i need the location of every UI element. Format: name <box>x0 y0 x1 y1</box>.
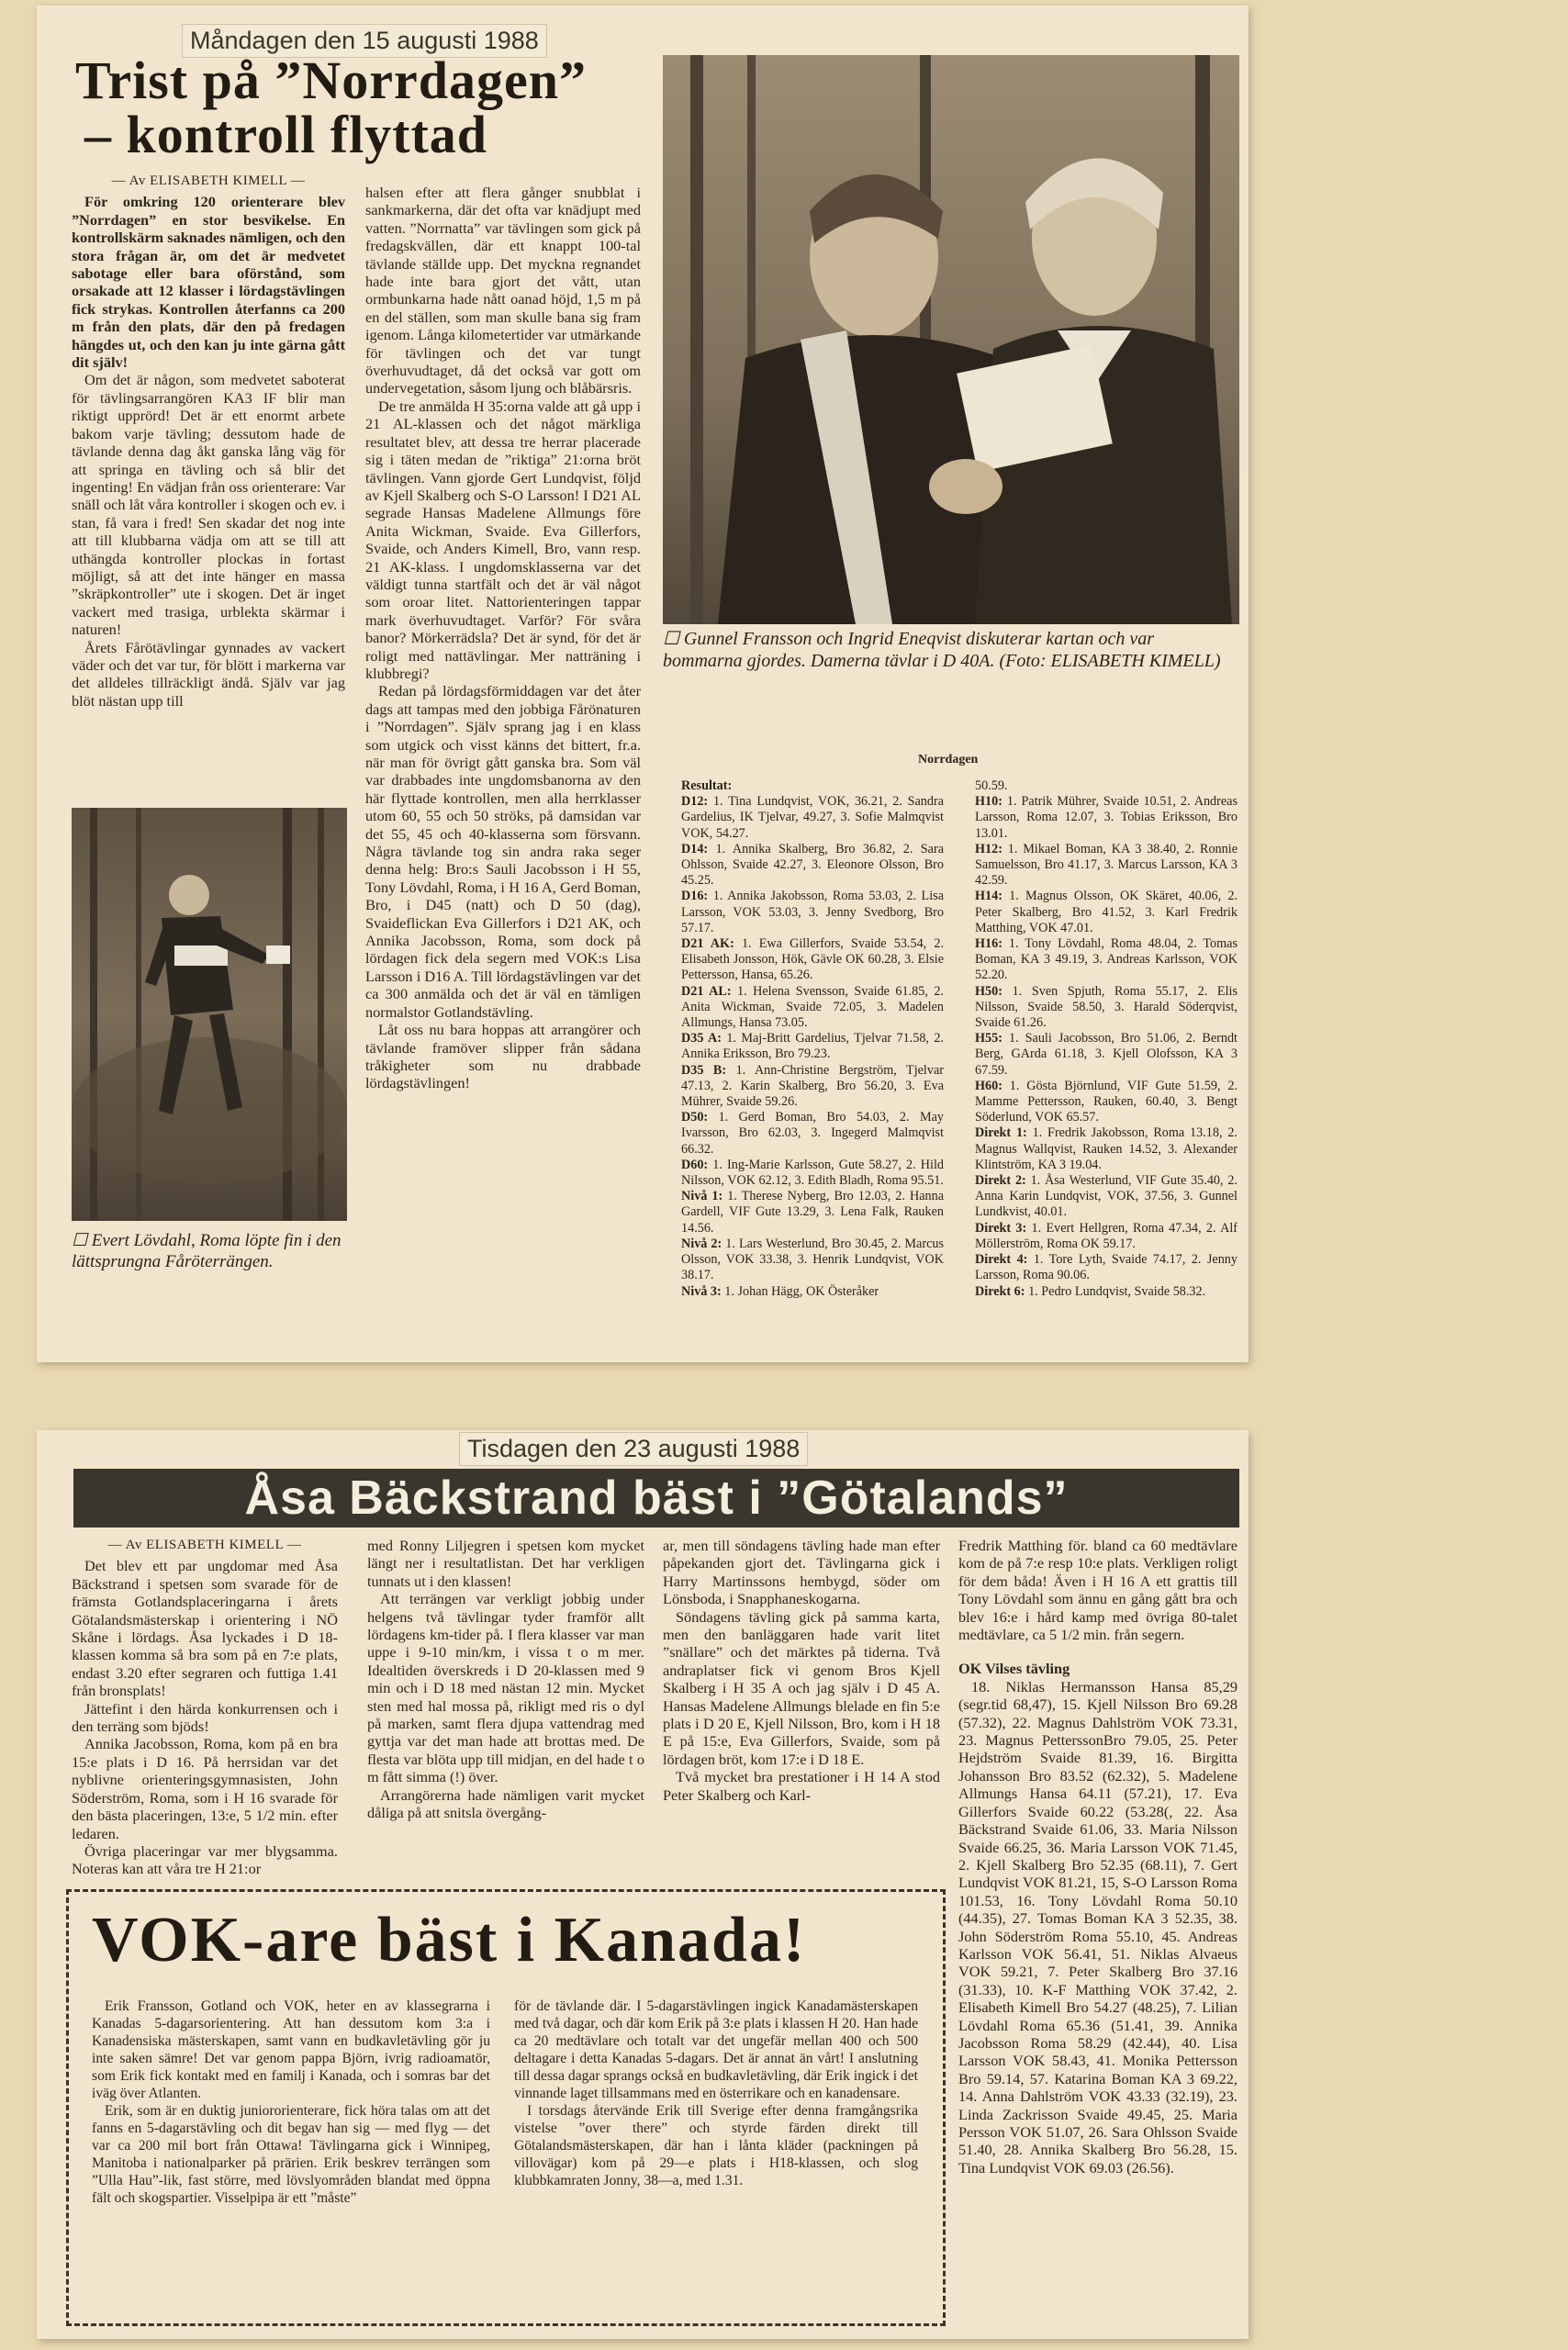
result-row: H16: 1. Tony Lövdahl, Roma 48.04, 2. Tomas Boman, KA 3 49.19, 3. Andreas Karlsson, VOK 52.20. <box>975 936 1238 983</box>
body-paragraph: Övriga placeringar var mer blygsamma. Noteras kan att våra tre H 21:or <box>72 1841 338 1878</box>
body-paragraph: I torsdags återvände Erik till Sverige efter denna framgångsrika vistelse ”over there” och styrde färden direkt till Götalandsmästerskapen, där han i lånta kläder (packningen på villovägar) kom på 29—e plats i H18-klassen, och slog klubbkamraten Jonny, 38—a, med 1.31. <box>514 2103 918 2188</box>
result-row: Direkt 6: 1. Pedro Lundqvist, Svaide 58.32. <box>975 1283 1206 1299</box>
result-row: Nivå 2: 1. Lars Westerlund, Bro 30.45, 2. Marcus Olsson, VOK 33.38, 3. Henrik Lundqvist, VOK 38.17. <box>681 1236 944 1283</box>
body-paragraph: Redan på lördagsförmiddagen var det åter dags att tampas med den jobbiga Fårönaturen i ”Norrdagen”. Själv sprang jag i en klass som utgick och visst känns det bittert, fr.a. när man för övrigt gått ganska bra. Som väl var drabbades inte ungdomsbanorna av den här flyttade kontrollen, men alla herrklasser utom 60, 55 och 50 ströks, på damsidan var det 55, 45 och 40-klasserna som försvann. Några tävlande tog sin andra raka seger denna helg: Bro:s Sauli Jacobsson i H 55, Tony Lövdahl, Roma, i H 16 A, Gerd Boman, Bro, i D45 (natt) och D 50 (dag), Svaideflickan Eva Gillerfors i D21 AK, och Annika Jacobsson, Roma, som dock på lördagen fick dela segern med VOK:s Lisa Larsson i D16 A. Till lördagstävlingen var det ca 300 anmälda och det är väl en tämligen normalstor Gotlandstävling. <box>365 682 641 1021</box>
body-paragraph: Det blev ett par ungdomar med Åsa Bäckstrand i spetsen som svarade för de främsta Gotlandsplaceringarna i årets Götalandsmästerskap i orientering i NÖ Skåne i lördags. Åsa lyckades i D 18-klassen komma så bra som på en 7:e plats, endast 3.20 efter segraren och futtiga 1.41 från bronsplats! <box>72 1557 338 1700</box>
body-paragraph: halsen efter att flera gånger snubblat i sankmarkerna, där det ofta var knädjupt med vatten. ”Norrnatta” var tävlingen som gick på fredagskvällen, där ett knappt 100-tal tävlande ställde upp. Det myckna regnandet hade inte bara gjort det vått, utan ormbunkarna hade nått oanad höjd, 1,5 m på en del ställen, som man skulle bana sig fram igenom. Långa kilometertider var utmärkande för tävlingen och det var tungt överhuvudtaget, då det också var gott om undervegetation, såsom ljung och blåbärsris. <box>365 184 641 397</box>
dateline-1: Måndagen den 15 augusti 1988 <box>182 24 547 58</box>
result-row: D21 AL: 1. Helena Svensson, Svaide 61.85, 2. Anita Wickman, Svaide 72.05, 3. Madelen Allmungs, Hansa 73.05. <box>681 983 944 1031</box>
article1-column-2 <box>365 184 641 1285</box>
photo-runner <box>72 808 347 1221</box>
result-row: Direkt 2: 1. Åsa Westerlund, VIF Gute 35.40, 2. Anna Karin Lundqvist, VOK, 37.56, 3. Gunnel Lundkvist, 40.01. <box>975 1173 1238 1220</box>
article2-column-4 <box>958 1537 1238 2326</box>
result-row: D35 A: 1. Maj-Britt Gardelius, Tjelvar 71.58, 2. Annika Eriksson, Bro 79.23. <box>681 1031 944 1062</box>
article2-column-2 <box>367 1537 644 1867</box>
body-paragraph: Jättefint i den härda konkurrensen och i den terräng som bjöds! <box>72 1699 338 1736</box>
result-row: D14: 1. Annika Skalberg, Bro 36.82, 2. Sara Ohlsson, Svaide 42.27, 3. Eleonore Olsson, Bro 45.25. <box>681 841 944 889</box>
result-row: Nivå 3: 1. Johan Hägg, OK Österåker <box>681 1283 879 1299</box>
byline: — Av ELISABETH KIMELL — <box>111 173 306 188</box>
caption-two-women: ☐ Gunnel Fransson och Ingrid Eneqvist diskuterar kartan och var bommarna gjordes. Damerna tävlar i D 40A. (Foto: ELISABETH KIMELL) <box>663 629 1221 671</box>
article1-column-1 <box>72 173 345 799</box>
result-row: H12: 1. Mikael Boman, KA 3 38.40, 2. Ronnie Samuelsson, Bro 41.17, 3. Marcus Larsson, KA 3 42.59. <box>975 841 1238 889</box>
body-paragraph: med Ronny Liljegren i spetsen kom mycket längt ner i resultatlistan. Det har verkligen tunnats ut i den klassen! <box>367 1537 644 1590</box>
result-row: D16: 1. Annika Jakobsson, Roma 53.03, 2. Lisa Larsson, VOK 53.03, 3. Jenny Svedborg, Bro 57.17. <box>681 889 944 935</box>
headline-line-1: Trist på ”Norrdagen” <box>75 50 588 110</box>
article2-column-1 <box>72 1537 338 1878</box>
body-paragraph: De tre anmälda H 35:orna valde att gå upp i 21 AL-klassen och det något märkliga resultatet blev, att dessa tre herrar placerade sig i täten medan de ”riktiga” 21:orna bröt tävlingen. Vann gjorde Gert Lundqvist, följd av Kjell Skalberg och S-O Larsson! I D21 AL segrade Hansas Madelene Allmungs före Anita Wickman, Svaide. Eva Gillerfors, Svaide, och Anders Kimell, Bro, vann resp. 21 AK-klass. I ungdomsklasserna var det väldigt tunna startfält och det är väl något som oroar litet. Nattorienteringen tappar mark överhuvudtaget. Varför? För svåra banor? Mörkerrädsla? Det är synd, för det är roligt med nattävlingar. Mer natträning i klubbregi? <box>365 397 641 682</box>
result-row: D12: 1. Tina Lundqvist, VOK, 36.21, 2. Sandra Gardelius, IK Tjelvar, 49.27, 3. Sofie Malmqvist VOK, 54.27. <box>681 794 944 841</box>
article2-column-3 <box>663 1537 940 1867</box>
article3-column-2 <box>514 1998 918 2310</box>
result-row: H60: 1. Gösta Björnlund, VIF Gute 51.59, 2. Mamme Pettersson, Rauken, 60.40, 3. Bengt Söderlund, VOK 65.57. <box>975 1078 1238 1125</box>
ok-vilse-results: 18. Niklas Hermansson Hansa 85,29 (segr.tid 68,47), 15. Kjell Nilsson Bro 69.28 (57.32), 22. Magnus Dahlström VOK 73.31, 23. Magnus PetterssonBro 79.05, 25. Peter Hejdström Svaide 81.39, 16. Birgitta Johansson Bro 83.52 (62.32), 5. Madelene Allmungs Hansa 64.11 (57.21), 17. Eva Gillerfors Svaide 60.22 (53.28(, 22. Åsa Bäckstrand Svaide 61.06, 33. Maria Nilsson Svaide 66.25, 36. Maria Larsson VOK 71.45, 2. Kjell Skalberg Bro 52.35 (68.11), 7. Gert Lundqvist VOK 81.21, 15, S-O Larsson Roma 101.53, 16. Tony Lövdahl Roma 50.10 (44.35), 27. Tomas Boman KA 3 52.35, 38. John Söderström Roma 55.10, 45. Andreas Karlsson VOK 56.41, 51. Niklas Alvaeus VOK 59.21, 7. Peter Skalberg Bro 37.16 (31.33), 10. K-F Matthing VOK 37.42, 2. Elisabeth Kimell Bro 54.27 (48.25), 7. Lilian Lövdahl Roma 65.36 (51.41, 39. Annika Jacobsson Roma 58.29 (42.44), 40. Lisa Larsson VOK 58.43, 41. Monika Pettersson Bro 59.14, 57. Katarina Boman KA 3 69.22, 14. Anna Dahlström VOK 43.33 (32.19), 23. Linda Zackrisson Svaide 49.45, 25. Maria Persson VOK 51.07, 26. Sara Ohlsson Svaide 51.40, 28. Annika Skalberg Bro 56.28, 15. Tina Lundqvist VOK 69.03 (26.56). <box>958 1677 1238 2177</box>
body-paragraph: Att terrängen var verkligt jobbig under helgens två tävlingar tyder framför allt lördagens km-tider på. I flera klasser var man uppe i 9-10 min/km, i vissa t o m mer. Idealtiden överskreds i D 20-klassen med 9 min och i D 18 med nästan 12 min. Mycket sten med hal mossa på, rikligt med ris o dyl på marken, samt flera djupa vattendrag med gyttja var det man hade att brottas med. De flesta var blöta upp till midjan, en del hade t o m fått simma (!) över. <box>367 1590 644 1786</box>
byline: — Av ELISABETH KIMELL — <box>107 1538 302 1552</box>
body-paragraph: ar, men till söndagens tävling hade man efter påpekanden gjort det. Tävlingarna gick i Harry Martinssons hembygd, söder om Lönsboda, i Snapphaneskogarna. <box>663 1537 940 1608</box>
result-row: 50.59. <box>975 778 1008 793</box>
headline-norrdagen <box>75 50 644 165</box>
result-row: D21 AK: 1. Ewa Gillerfors, Svaide 53.54, 2. Elisabeth Jonsson, Hök, Gävle OK 60.28, 3. Elsie Pettersson, Hansa, 65.26. <box>681 936 944 983</box>
photo-two-women <box>663 55 1239 624</box>
result-row: D50: 1. Gerd Boman, Bro 54.03, 2. May Ivarsson, Bro 62.03, 3. Ingegerd Malmqvist 66.32. <box>681 1110 944 1157</box>
result-row: Direkt 4: 1. Tore Lyth, Svaide 74.17, 2. Jenny Larsson, Roma 90.06. <box>975 1252 1238 1283</box>
dateline-2: Tisdagen den 23 augusti 1988 <box>459 1432 808 1466</box>
results-column-1 <box>681 778 944 1299</box>
body-paragraph: för de tävlande där. I 5-dagarstävlingen ingick Kanadamästerskapen med två dagar, och där kom Erik på 3:e plats i klassen H 20. Han hade ca 20 medtävlare och totalt var det ungefär mellan 400 och 500 deltagare i detta Kanadas 5-dagars. Det är annat än vårt! I anslutning till dessa dagar sprangs också en budkavletävling, där Erik ingick i det vinnande laget tillsammans med en österrikare och en kanadensare. <box>514 1998 918 2101</box>
body-paragraph: Arrangörerna hade nämligen varit mycket dåliga på att snitsla övergång- <box>367 1785 644 1822</box>
result-row: Direkt 1: 1. Fredrik Jakobsson, Roma 13.18, 2. Magnus Wallqvist, Rauken 14.52, 3. Alexander Klintström, KA 3 19.04. <box>975 1125 1238 1172</box>
headline-gotalands: Åsa Bäckstrand bäst i ”Götalands” <box>73 1469 1239 1528</box>
body-paragraph: Om det är någon, som medvetet saboterat för tävlingsarrangören KA3 IF blir man riktigt upprörd! Det är ett enormt arbete bakom varje tävling; dessutom hade de tävlande denna dag åkt ganska lång väg för att springa en tävling och så blir det ingenting! En vädjan från oss orienterare: Var snäll och låt våra kontroller i skogen och ev. i stan, få vara i fred! Sen skadar det nog inte att till klubbarna vädja om att se till att uthängda kontroller plockas in fortast möjligt, så att det inte hänger en massa ”skräpkontroller” ute i skogen. Det är inget vackert med trasiga, urblekta skärmar i naturen! <box>72 371 345 639</box>
body-paragraph: Söndagens tävling gick på samma karta, men den banläggaren hade varit litet ”snällare” och det märktes på tiderna. Två andraplatser fick vi genom Bros Kjell Skalberg i H 35 A och jag själv i D 45 A. Hansas Madelene Allmungs blelade en fin 5:e plats i D 20 E, Kjell Nilsson, Bro, kom i H 18 E på 15:e, Eva Gillerfors, Svaide, som på lördagen bröt, kom 17:e i D 18 E. <box>663 1607 940 1768</box>
result-row: H50: 1. Sven Spjuth, Roma 55.17, 2. Elis Nilsson, Svaide 58.50, 3. Harald Söderqvist, Svaide 61.26. <box>975 983 1238 1031</box>
result-row: Nivå 1: 1. Therese Nyberg, Bro 12.03, 2. Hanna Gardell, VIF Gute 13.29, 3. Lena Falk, Rauken 14.56. <box>681 1189 944 1236</box>
results-heading: Norrdagen <box>918 753 979 767</box>
body-paragraph: Låt oss nu bara hoppas att arrangörer och tävlande framöver slipper från sådana tråkigheter som nu drabbade lördagstävlingen! <box>365 1021 641 1092</box>
body-paragraph: Fredrik Matthing för. bland ca 60 medtävlare kom de på 7:e resp 10:e plats. Verkligen roligt för dem båda! Även i H 16 A ett grattis till Tony Lövdahl som ännu en gång gått bra och blev 16:e i hård kamp med övriga 80-talet medtävlare, ca 5 1/2 min. från segern. <box>958 1537 1238 1644</box>
body-paragraph: Årets Fårötävlingar gynnades av vackert väder och det var tur, för blött i markerna var det alldeles tillräckligt ändå. Själv var jag blöt nästan upp till <box>72 638 345 710</box>
caption-runner: ☐ Evert Lövdahl, Roma löpte fin i den lättsprungna Fåröterrängen. <box>72 1231 342 1271</box>
result-row: Direkt 3: 1. Evert Hellgren, Roma 47.34, 2. Alf Möllerström, Roma OK 59.17. <box>975 1220 1238 1251</box>
result-row: D35 B: 1. Ann-Christine Bergström, Tjelvar 47.13, 2. Karin Skalberg, Bro 56.20, 3. Eva Mührer, Svaide 59.26. <box>681 1062 944 1110</box>
results-column-2 <box>975 778 1238 1299</box>
result-row: H55: 1. Sauli Jacobsson, Bro 51.06, 2. Berndt Berg, GArda 61.18, 3. Kjell Olofsson, KA 3 67.59. <box>975 1031 1238 1078</box>
headline-kanada: VOK-are bäst i Kanada! <box>92 1905 807 1975</box>
body-paragraph: Två mycket bra prestationer i H 14 A stod Peter Skalberg och Karl- <box>663 1768 940 1804</box>
body-paragraph: Annika Jacobsson, Roma, kom på en bra 15:e plats i D 16. På herrsidan var det nyblivne orienteringsgymnasisten, John Söderström, Roma, som i H 16 svarade för den bästa placeringen, 13:e, 5 1/2 min. efter ledaren. <box>72 1735 338 1842</box>
result-row: Resultat: <box>681 778 733 793</box>
article3-column-1 <box>92 1998 490 2310</box>
result-row: H14: 1. Magnus Olsson, OK Skäret, 40.06, 2. Peter Skalberg, Bro 41.52, 3. Karl Fredrik Matthing, VOK 47.01. <box>975 889 1238 935</box>
result-row: H10: 1. Patrik Mührer, Svaide 10.51, 2. Andreas Larsson, Roma 12.07, 3. Tobias Eriksson, Bro 13.01. <box>975 794 1238 841</box>
result-row: D60: 1. Ing-Marie Karlsson, Gute 58.27, 2. Hild Nilsson, VOK 62.12, 3. Edith Bladh, Roma 95.51. <box>681 1157 944 1189</box>
headline-line-2: – kontroll flyttad <box>84 105 488 165</box>
ok-vilse-heading: OK Vilses tävling <box>958 1660 1070 1678</box>
lead-paragraph: För omkring 120 orienterare blev ”Norrdagen” en stor besvikelse. En kontrollskärm saknades nämligen, och den stora frågan är, om det är medvetet sabotage eller bara oförstånd, som orsakade att 12 klasser i lördagstävlingen fick strykas. Kontrollen återfanns ca 200 m från den plats, där den på fredagen hängdes ut, och den kan ju inte gärna gått dit själv! <box>72 193 345 372</box>
two-women-photo-image <box>663 55 1239 624</box>
body-paragraph: Erik Fransson, Gotland och VOK, heter en av klassegrarna i Kanadas 5-dagarsorientering. Att han dessutom kom 3:a i Kanadensiska mästerskapen, samt vann en budkavletävling gör ju inte saken sämre! Det var genom pappa Björn, ivrig radioamatör, som Erik fick kontakt med en familj i Kanada, och i somras bar det iväg över Atlanten. <box>92 1998 490 2101</box>
body-paragraph: Erik, som är en duktig juniororienterare, fick höra talas om att det fanns en 5-dagarstävling och dit begav han sig — med flyg — det var ca 200 mil bort från Ottawa! Tävlingarna gick i Winnipeg, Manitoba i nationalparker på prärien. Erik beskrev terrängen som ”Ulla Hau”-lik, fast större, med lövslyområden blandat med öppna fält och skogspartier. Visselpipa är ett ”måste” <box>92 2103 490 2206</box>
runner-photo-image <box>72 808 347 1221</box>
